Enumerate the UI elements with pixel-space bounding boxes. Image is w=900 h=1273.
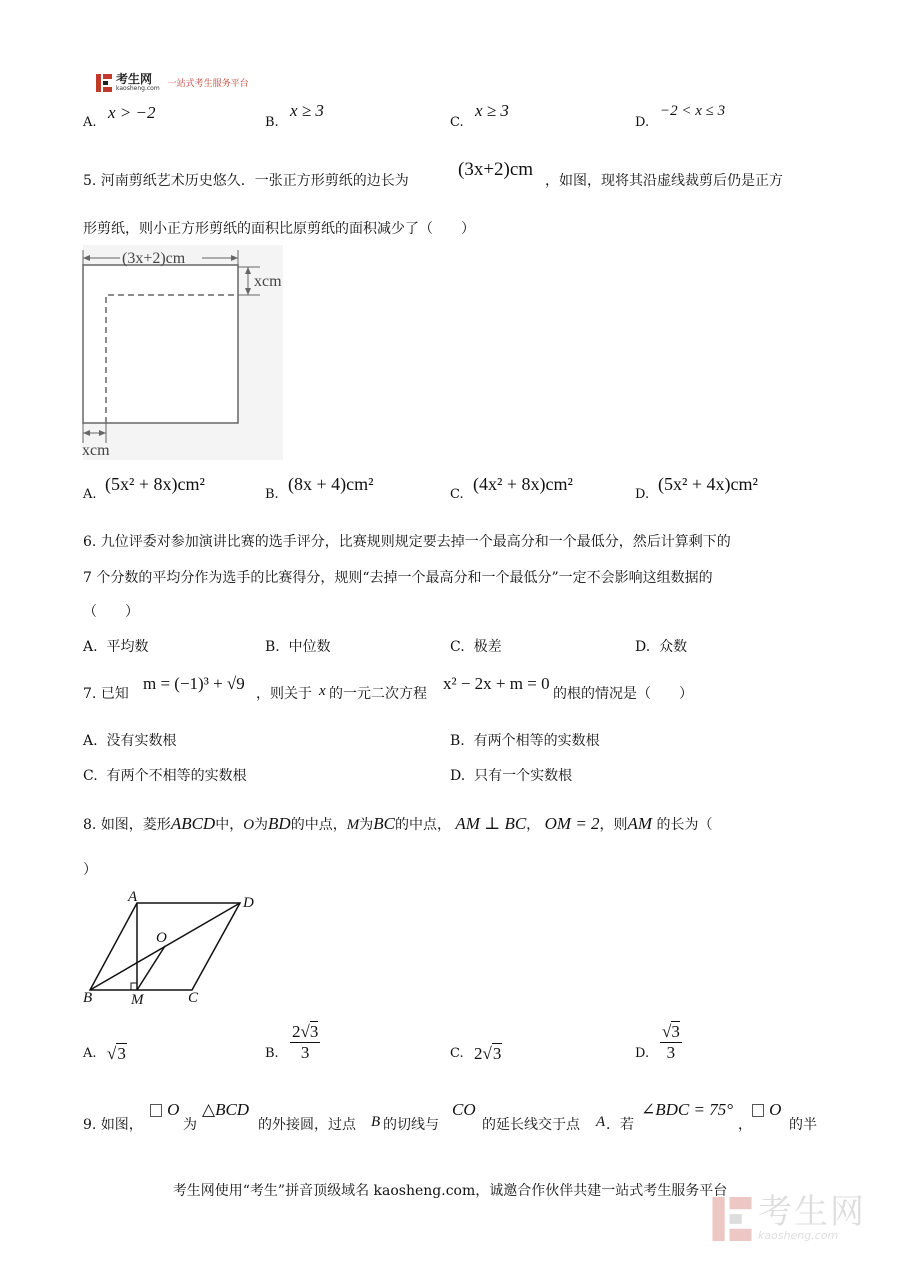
q7-var: x [319, 683, 326, 699]
q9-angle: ∠BDC = 75° [641, 1100, 734, 1119]
q5-fig-right-label: xcm [254, 273, 282, 290]
q4-option-a-expr: x > −2 [108, 103, 156, 122]
q9-t8: 的半 [789, 1117, 817, 1133]
q9-circle-symbol-2: O [752, 1100, 781, 1120]
q5-option-d-expr: (5x² + 4x)cm² [658, 474, 758, 494]
q5-fig-top-label: (3x+2)cm [122, 250, 186, 267]
q8-line1: 8. 如图，菱形ABCD中，O为BD的中点，M为BC的中点， AM ⊥ BC， OM = 2，则AM 的长为（ [83, 814, 713, 833]
q8-option-c-label: C. [450, 1046, 464, 1061]
logo-url: kaosheng.com [116, 85, 160, 92]
q5-text3: 形剪纸，则小正方形剪纸的面积比原剪纸的面积减少了（ ） [83, 221, 475, 237]
q4-option-d-expr: −2 < x ≤ 3 [660, 103, 726, 119]
q5-option-d-label: D. [635, 487, 650, 502]
q8-option-a-expr: √3 [107, 1044, 126, 1063]
q8-option-b-expr: $\frac{2√3}{3}$ [292, 1022, 319, 1062]
q4-option-c-label: C. [450, 115, 464, 130]
q4-option-c-expr: x ≥ 3 [475, 101, 509, 120]
q9-t7: ， [738, 1117, 752, 1133]
q7-option-a: A. 没有实数根 [83, 733, 177, 749]
q8-label-m: M [131, 992, 144, 1008]
q9-start: 9. 如图， [83, 1117, 143, 1133]
logo-text [116, 73, 160, 92]
q8-segment-om [137, 946, 165, 990]
q7-start: 7. 已知 [83, 686, 129, 702]
q9-triangle: △BCD [202, 1100, 250, 1119]
q6-option-a: A. 平均数 [83, 639, 149, 655]
q9-t4: 的切线与 [383, 1117, 439, 1133]
q9-t6: ．若 [606, 1117, 634, 1133]
q9-circle-symbol-1: O [150, 1100, 179, 1120]
q4-option-a-label: A. [83, 115, 97, 130]
q9-t3: 的外接圆，过点 [258, 1117, 356, 1133]
q8-right-angle-mark [131, 983, 137, 990]
q9-t2: 为 [183, 1117, 197, 1133]
q8-option-a-label: A. [83, 1046, 97, 1061]
q5-option-c-expr: (4x² + 8x)cm² [473, 474, 573, 494]
q7-expr2: x² − 2x + m = 0 [443, 674, 550, 693]
q9-point-b: B [371, 1114, 381, 1130]
watermark-url: kaosheng.com [758, 1229, 839, 1242]
q8-figure [82, 888, 262, 1013]
q5-option-b-expr: (8x + 4)cm² [288, 474, 374, 494]
q6-option-b: B. 中位数 [265, 639, 331, 655]
q7-option-c: C. 有两个不相等的实数根 [83, 768, 247, 784]
q8-label-c: C [188, 990, 199, 1006]
q4-option-d-label: D. [635, 115, 650, 130]
placeholder-box-icon [752, 1104, 764, 1117]
q6-line1: 6. 九位评委对参加演讲比赛的选手评分，比赛规则规定要去掉一个最高分和一个最低分，然后计算剩下的 [83, 534, 731, 550]
q7-text3: 的一元二次方程 [329, 686, 427, 702]
logo-mark-icon [96, 74, 112, 92]
q9-point-a: A [596, 1114, 606, 1130]
q8-label-d: D [243, 895, 254, 911]
q5-fig-bottom-label: xcm [82, 442, 110, 459]
q6-line2: 7 个分数的平均分作为选手的比赛得分，规则“去掉一个最高分和一个最低分”一定不会影响这组数据的 [83, 570, 713, 586]
q7-text4: 的根的情况是（ ） [553, 686, 693, 702]
watermark-logo-icon [712, 1197, 752, 1241]
q8-label-a: A [128, 889, 138, 905]
q6-option-c: C. 极差 [450, 639, 502, 655]
q6-line3: （ ） [83, 604, 139, 620]
q5-line1 [83, 172, 409, 190]
q4-option-b-expr: x ≥ 3 [290, 101, 324, 120]
q8-option-b-label: B. [265, 1046, 279, 1061]
q8-label-b: B [83, 990, 93, 1006]
logo-brand: 考生网 [116, 72, 153, 86]
q7-expr1: m = (−1)³ + √9 [143, 674, 245, 693]
q6-option-d: D. 众数 [635, 639, 688, 655]
watermark [712, 1192, 866, 1242]
q5-option-a-expr: (5x² + 8x)cm² [105, 474, 205, 494]
q5-option-b-label: B. [265, 487, 279, 502]
q5-text2: ，如图，现将其沿虚线裁剪后仍是正方 [545, 173, 783, 189]
q8-option-d-expr: $\frac{√3}{3}$ [662, 1022, 680, 1062]
q7-option-d: D. 只有一个实数根 [450, 768, 573, 784]
q8-option-c-expr: 2√3 [474, 1044, 502, 1063]
header-logo [96, 73, 249, 92]
q7-text2: ，则关于 [256, 686, 312, 702]
q7-option-b: B. 有两个相等的实数根 [450, 733, 600, 749]
q8-line2: ） [83, 862, 97, 878]
logo-slogan: 一站式考生服务平台 [167, 79, 249, 89]
footer-text: 考生网使用“考生”拼音顶级域名 kaosheng.com，诚邀合作伙伴共建一站式考生服务平台 [172, 1183, 728, 1199]
watermark-name: 考生网 [758, 1192, 866, 1232]
q8-label-o: O [156, 930, 167, 946]
q5-option-c-label: C. [450, 487, 464, 502]
placeholder-box-icon [150, 1104, 162, 1117]
q5-side-expr: (3x+2)cm [458, 159, 534, 180]
q5-number: 5. [83, 173, 97, 189]
q5-option-a-label: A. [83, 487, 97, 502]
q9-co: CO [452, 1100, 476, 1119]
q5-text1: 河南剪纸艺术历史悠久．一张正方形剪纸的边长为 [100, 173, 409, 189]
q8-option-d-label: D. [635, 1046, 650, 1061]
q9-t5: 的延长线交于点 [482, 1117, 580, 1133]
q4-option-b-label: B. [265, 115, 279, 130]
